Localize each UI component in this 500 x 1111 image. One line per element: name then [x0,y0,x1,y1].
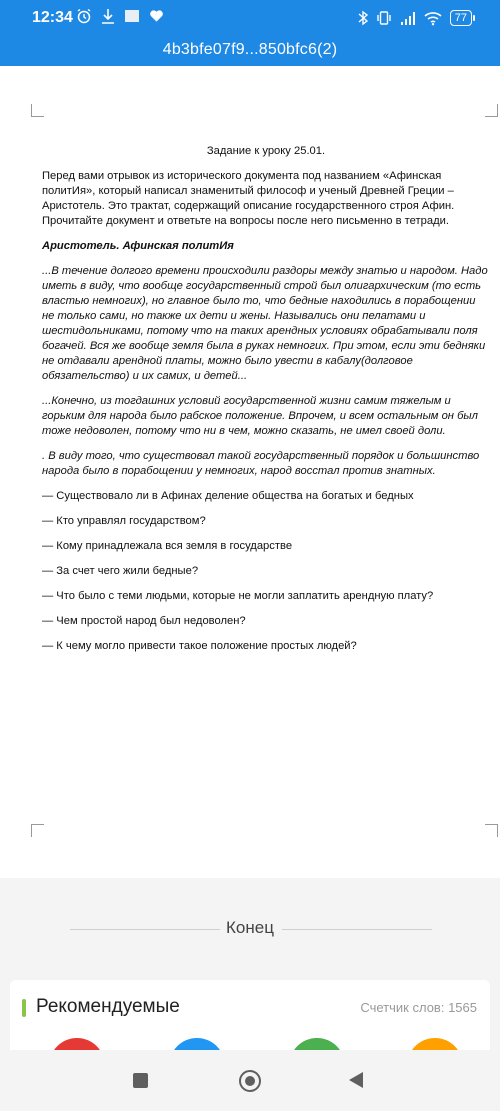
page-corner-mark [485,104,498,117]
section-accent-bar [22,999,26,1017]
heart-icon [149,9,164,23]
summary-paragraph: . В виду того, что существовал такой государственный порядок и большинство народа было в порабощении у немногих, народ восстал против знатных. [42,450,480,477]
page-corner-mark [31,824,44,837]
image-icon [124,8,140,24]
vibrate-icon [376,10,392,26]
assignment-heading: Задание к уроку 25.01. [206,145,326,157]
status-time: 12:34 [32,9,73,26]
source-title: Аристотель. Афинская политИя [42,240,234,252]
recommended-heading: Рекомендуемые [36,996,180,1017]
question-item: — К чему могло привести такое положение простых людей? [42,640,357,652]
status-icons-left [76,8,164,24]
page-corner-mark [485,824,498,837]
end-label: Конец [222,918,278,938]
document-title[interactable]: 4b3bfe07f9...850bfc6(2) [162,41,338,58]
question-item: — Существовало ли в Афинах деление общества на богатых и бедных [42,490,414,502]
app-title-bar [0,36,500,66]
word-count-label: Счетчик слов: [360,1000,445,1015]
word-count-value: 1565 [448,1000,477,1015]
recents-icon[interactable] [133,1073,148,1088]
home-icon[interactable] [239,1070,261,1092]
divider-line [70,929,220,930]
divider-line [282,929,432,930]
question-item: — Чем простой народ был недоволен? [42,615,246,627]
download-icon [101,8,115,24]
end-divider [0,918,500,938]
quote-paragraph-1: ...В течение долгого времени происходили раздоры между знатью и народом. Надо иметь в виду, что вообще государственный строй был олигархическим (то есть властью немногих), но главное было то, что бедные находились в порабощении не только сами, но также их дети и жены. Назывались они пелатами и шестидольниками, потому что на таких арендных условиях обрабатывали поля богачей. Вся же вообще земля была в руках немногих. При этом, если эти бедняки не отдавали арендной платы, можно было увести в кабалу(долговое обязательство) и их самих, и детей... [42,265,488,382]
system-nav-bar [0,1050,500,1111]
document-body [42,144,490,664]
signal-icon [400,10,416,26]
status-icons-right [358,10,472,26]
word-count [360,1000,477,1015]
wifi-icon [424,10,442,26]
question-item: — Кому принадлежала вся земля в государстве [42,540,293,552]
bluetooth-icon [358,10,368,26]
document-page[interactable] [0,66,500,878]
alarm-icon [76,8,92,24]
question-item: — Что было с теми людьми, которые не могли заплатить арендную плату? [42,590,434,602]
page-corner-mark [31,104,44,117]
quote-paragraph-2: ...Конечно, из тогдашних условий государственной жизни самим тяжелым и горьким для народа было рабское положение. Впрочем, и всем остальным он был тоже недоволен, потому что ни в чем, можно сказать, не имел своей доли. [42,395,478,437]
back-icon[interactable] [349,1072,363,1088]
question-item: — Кто управлял государством? [42,515,206,527]
battery-indicator: 77 [450,10,472,26]
intro-paragraph: Перед вами отрывок из исторического документа под названием «Афинская политИя», который написал знаменитый философ и ученый Древней Греции –Аристотель. Это трактат, содержащий описание государственного строя Афин. Прочитайте документ и ответьте на вопросы после него письменно в тетради. [42,170,455,227]
question-item: — За счет чего жили бедные? [42,565,199,577]
status-bar [0,0,500,36]
